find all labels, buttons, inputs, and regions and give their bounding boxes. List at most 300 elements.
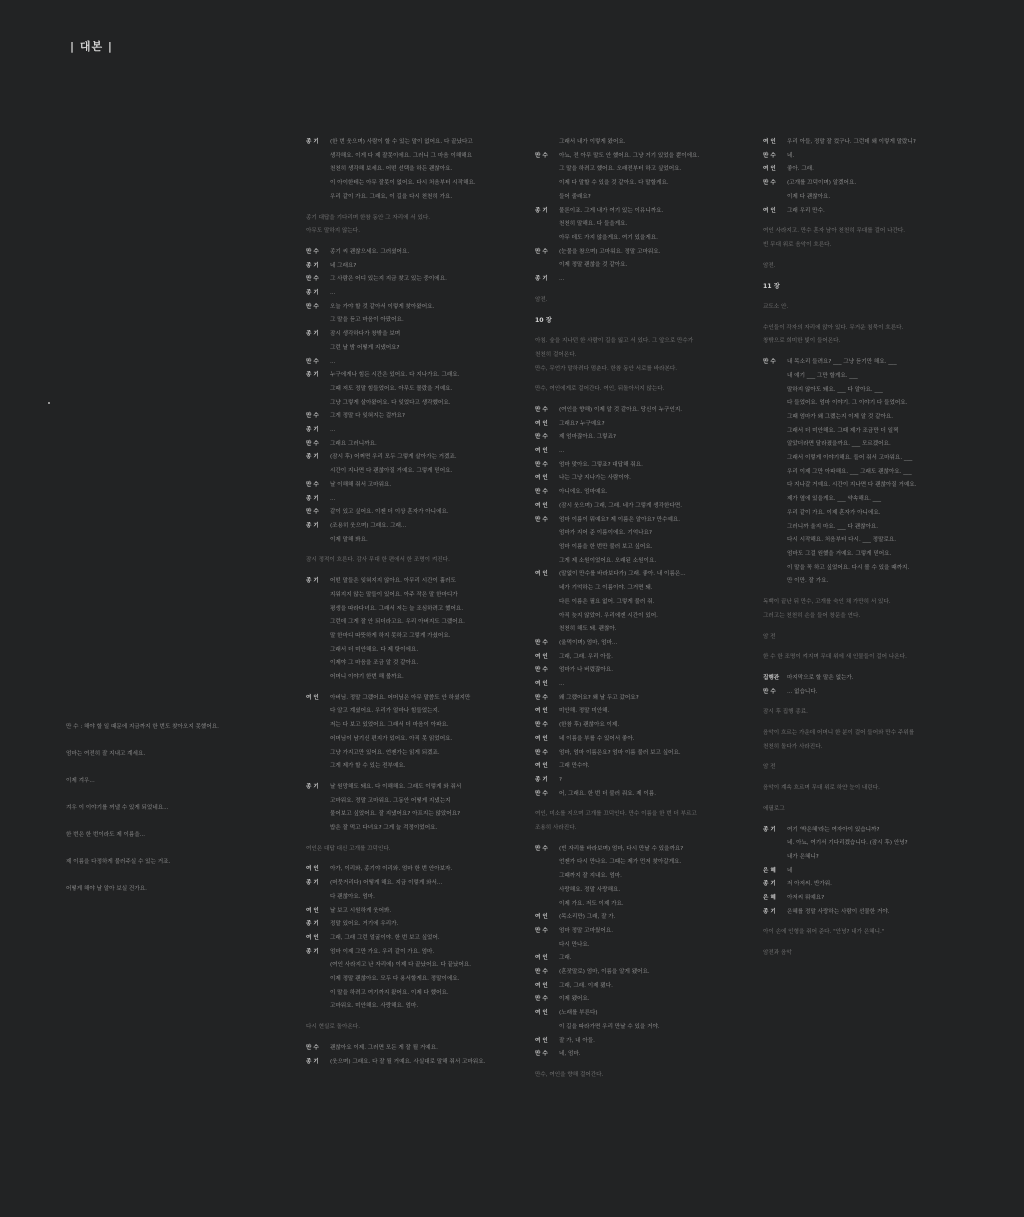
dialogue-text: 네 그래요? [330,262,357,269]
blank-line [763,349,973,356]
dialogue-line [535,527,745,541]
dialogue-line [535,911,745,925]
dialogue-line [306,808,516,822]
stage-direction: 교도소 안. [763,304,789,311]
dialogue-text: 괜찮아요 이제. 그러면 모든 게 잘 될 거예요. [330,1044,438,1051]
dialogue-text: 이제 다 괜찮아요. [787,193,831,200]
dialogue-text: (울먹이며) 엄마, 엄마... [559,639,618,646]
stage-direction: 종기 대답을 기다리며 한참 동안 그 자리에 서 있다. [306,214,431,221]
blank-line [306,205,516,212]
dialogue-line [535,952,745,966]
blank-line [306,547,516,554]
dialogue-text: 우리 이제 그만 아파해요. ___ 그래도 괜찮아요. ___ [787,468,912,475]
sidebar-note: 엄마는 여전히 잘 지내고 계세요. [66,751,146,757]
blank-line [763,644,973,651]
stage-direction: 암전과 음악 [763,950,792,957]
blank-line [763,699,973,706]
speaker-name: 종 기 [306,262,319,269]
dialogue-text: 네. [787,152,795,159]
dialogue-line [306,603,516,617]
stage-direction: 에필로그 [763,805,785,812]
speaker-name: 종 기 [306,331,319,338]
stage-direction: 여인 사라지고. 만수 혼자 남아 천천히 무대를 걸어 나간다. [763,228,906,235]
dialogue-text: 마지막으로 할 말은 없는가. [787,674,854,681]
speaker-name: 만 수 [306,481,319,488]
speaker-name: 여 인 [535,708,548,715]
dialogue-text: 밥은 잘 먹고 다녀요? 그게 늘 걱정이었어요. [330,825,438,832]
speaker-name: 종 기 [306,427,319,434]
dialogue-text: 네가 기억하는 그 이름이야. 그거면 돼. [559,585,653,592]
blank-line [535,836,745,843]
dialogue-line [535,610,745,624]
stage-direction: 천천히 걸어온다. [535,351,577,358]
stage-direction: 암 전 [763,633,776,640]
dialogue-text: 아저씨 뭐예요? [787,895,825,902]
dialogue-text: 지워지지 않는 말들이 있어요. 아주 작은 말 한마디가 [330,591,458,598]
blank-line [763,720,973,727]
dialogue-line [306,959,516,973]
page-label: | 대본 | [70,40,113,53]
speaker-name: 만 수 [535,845,548,852]
stage-direction: 만수, 여인에게로 걸어간다. 여인, 뒤돌아서지 않는다. [535,386,665,393]
speaker-name: 여 인 [535,955,548,962]
dialogue-text: 나는 그냥 지나가는 사람이야. [559,475,631,482]
speaker-name: 여 인 [306,694,319,701]
blank-line [306,1035,516,1042]
dialogue-text: 이 길을 따라가면 우리 만날 수 있을 거야. [559,1023,660,1030]
dialogue-text: 엄마도 그걸 원했을 거예요. 그렇게 믿어요. [787,550,892,557]
blank-line [306,685,516,692]
stage-direction: 다시 현실로 돌아온다. [306,1024,360,1031]
dialogue-line [763,384,973,398]
dialogue-text: 이제 됐어요. [559,996,590,1003]
dialogue-text: 잠시 생각하다가 창밖을 보며 [330,331,401,338]
dialogue-line [306,987,516,1001]
dialogue-text: 네 이름을 부를 수 있어서 좋아. [559,735,635,742]
dialogue-text: 그래 우리 만수. [787,207,825,214]
dialogue-text: 다 지나갈 거예요. 시간이 지나면 다 괜찮아질 거예요. [787,482,917,489]
speaker-name: 만 수 [535,639,548,646]
dialogue-line [535,568,745,582]
speaker-name: 여 인 [535,681,548,688]
dialogue-line [763,837,973,851]
speaker-name: 만 수 [306,1044,319,1051]
dialogue-text: 엄마 이름을 한 번만 불러 보고 싶어요. [559,543,653,550]
dialogue-line [306,191,516,205]
dialogue-text: 그래. [559,955,572,962]
dialogue-line [763,865,973,879]
dialogue-text: (한 번 웃으며) 사람이 할 수 있는 말이 없어요. 다 끝났다고 [330,139,473,145]
dialogue-line [763,411,973,425]
blank-line [306,568,516,575]
dialogue-text: 들어 줄래요? [559,193,591,200]
stage-direction: 천천히 돌다가 사라진다. [763,743,823,750]
dialogue-text: 그게 제 소원이었어요. 오래된 소원이요. [559,557,657,564]
dialogue-text: 평생을 따라다녀요. 그래서 저는 늘 조심하려고 했어요. [330,605,464,612]
speaker-name: 집행관 [763,674,780,681]
dialogue-line [535,445,745,459]
dialogue-line [763,548,973,562]
speaker-name: 은 혜 [763,895,776,902]
dialogue-text: 그래 만수야. [559,763,590,770]
dialogue-line [535,788,745,802]
blank-line [763,294,973,301]
dialogue-line [306,273,516,287]
speaker-name: 만 수 [535,694,548,701]
dialogue-line [535,205,745,219]
dialogue-text: (조용히 웃으며) 그래요. 그래... [330,522,407,529]
sidebar-note: 이제 겨우... [66,778,95,784]
stage-direction: 독백이 끝난 뒤 만수, 고개를 숙인 채 가만히 서 있다. [763,599,891,606]
dialogue-text: 엄마 이름이 뭐예요? 제 이름은 알아요? 만수예요. [559,516,681,523]
blank-line [763,589,973,596]
speaker-name: 종 기 [535,776,548,783]
dialogue-text: 네, 엄마. [559,1051,581,1058]
speaker-name: 종 기 [306,454,319,461]
dialogue-line [535,136,745,150]
dialogue-text: 엄마가 지어 준 이름이에요. 기억나요? [559,530,652,537]
dialogue-text: 우리 아들, 정말 잘 컸구나. 그런데 왜 이렇게 말랐니? [787,139,916,145]
blank-line [763,273,973,280]
dialogue-text: 어, 그래요. 한 번 더 불러 줘요. 제 이름. [559,790,656,797]
stage-direction: 암전. [535,296,548,303]
dialogue-text: (여인 사라지고 난 자리에) 이제 다 끝났어요. 다 끝났어요. [330,962,472,969]
speaker-name: 종 기 [763,908,776,915]
dialogue-text: 날 이해해 줘서 고마워요. [330,481,392,488]
dialogue-text: 고마워요. 정말 고마워요. 그동안 어떻게 지냈는지 [330,797,451,804]
dialogue-text: 언젠가 다시 만나요. 그때는 제가 먼저 찾아갈게요. [559,859,682,866]
dialogue-line [306,356,516,370]
dialogue-line [306,705,516,719]
dialogue-line [306,493,516,507]
dialogue-text: 날 보고 시원하게 웃어봐. [330,907,392,914]
dialogue-line [306,671,516,685]
dialogue-line [306,891,516,905]
speaker-name: 만 수 [535,1051,548,1058]
dialogue-text: 왜 그랬어요? 왜 날 두고 갔어요? [559,694,639,701]
stage-direction: 음악이 계속 흐르며 무대 위로 하얀 눈이 내린다. [763,785,880,792]
dialogue-text: 네. 아뇨, 여기서 기다리겠습니다. (잠시 후) 안녕? [787,840,908,847]
dialogue-text: 이 말을 꼭 하고 싶었어요. 다시 볼 수 있을 때까지. [787,564,910,571]
dialogue-line [535,719,745,733]
dialogue-text: 다 알고 계셨어요. 우리가 얼마나 힘들었는지. [330,708,440,715]
dialogue-line [306,136,516,150]
speaker-name: 만 수 [763,688,776,695]
dialogue-text: 천천히 해도 돼. 괜찮아. [559,626,617,633]
dialogue-text: 그 말을 듣고 마음이 아팠어요. [330,317,404,324]
blank-line [535,801,745,808]
dialogue-line [306,1000,516,1014]
dialogue-line [535,218,745,232]
dialogue-text: 아가, 이리와, 종기야 이리와. 엄마 한 번 안아보자. [330,866,453,873]
speaker-name: 만 수 [535,434,548,441]
dialogue-line [535,760,745,774]
blank-line [763,665,973,672]
speaker-name: 만 수 [306,276,319,283]
blank-line [306,836,516,843]
blank-line [763,940,973,947]
dialogue-text: 그 말을 하려고 했어요. 오래전부터 하고 싶었어요. [559,166,682,173]
dialogue-text: 그때 저도 정말 힘들었어요. 아무도 몰랐을 거예요. [330,385,453,392]
dialogue-text: 그러니까 울지 마요. ___ 다 괜찮아요. [787,523,879,530]
stage-direction: 아침. 숲을 지나던 한 사람이 길을 잃고 서 있다. 그 앞으로 만수가 [535,338,694,345]
dialogue-line [535,966,745,980]
dialogue-text: 다 들었어요. 엄마 이야기. 그 이야기 다 들었어요. [787,400,908,407]
blank-line [763,624,973,631]
dialogue-line [535,246,745,260]
sidebar-note: 제 이름을 다정하게 불러주실 수 있는 거죠. [66,859,171,865]
speaker-name: 여 인 [535,1037,548,1044]
dialogue-text: (여인을 향해) 이제 알 것 같아요. 당신이 누구인지. [559,406,683,413]
speaker-name: 만 수 [306,440,319,447]
dialogue-text: 다른 이름은 필요 없어. 그렇게 불러 줘. [559,598,655,605]
dialogue-text: (빈 자리를 바라보며) 엄마, 다시 만날 수 있을까요? [559,845,684,852]
dialogue-text: 그래서 이렇게 이야기해요. 들어 줘서 고마워요. ___ [787,455,913,462]
speaker-name: 만 수 [306,413,319,420]
speaker-name: 여 인 [306,866,319,873]
speaker-name: 종 기 [306,522,319,529]
dialogue-text: 물어보고 싶었어요. 잘 지냈어요? 아프지는 않았어요? [330,811,461,818]
dialogue-text: ? [559,776,562,783]
dialogue-line [306,733,516,747]
dialogue-text: 그게 정말 다 잊혀지는 걸까요? [330,413,405,420]
blank-line [535,1062,745,1069]
dialogue-text: (웃으며) 그래요. 다 잘 될 거예요. 사실대로 말해 줘서 고마워요. [330,1058,486,1065]
dialogue-line [535,404,745,418]
dialogue-text: ... [559,448,565,455]
dialogue-line [306,246,516,260]
blank-line [535,328,745,335]
dialogue-line [535,596,745,610]
dialogue-line [535,898,745,912]
speaker-name: 만 수 [306,509,319,516]
scene-heading: 11 장 [763,283,780,291]
dialogue-text: 우리 같이 가요. 이제 혼자가 아니에요. [787,509,881,516]
dialogue-text: 그런데 그게 잘 안 되더라고요. 우리 아버지도 그랬어요. [330,619,465,626]
dialogue-text: 그래서 내가 이렇게 왔어요. [559,139,626,145]
speaker-name: 여 인 [763,139,776,145]
dialogue-line [306,657,516,671]
dialogue-text: 이제 말해 봐요. [330,536,368,543]
dialogue-text: 물론이죠. 그게 내가 여기 있는 이유니까요. [559,207,664,214]
stage-direction: 암 전 [763,764,776,771]
dialogue-text: 그때 엄마가 왜 그랬는지 이제 알 것 같아요. [787,413,894,420]
dialogue-text: 아무 데도 가지 않을게요. 여기 있을게요. [559,234,658,241]
dialogue-text: 다시 만나요. [559,941,590,948]
dialogue-line [306,946,516,960]
dialogue-line [306,301,516,315]
dialogue-line [306,534,516,548]
dialogue-text: 다 괜찮아요. 엄마. [330,893,375,900]
dialogue-line [535,191,745,205]
dialogue-line [763,824,973,838]
dialogue-line [306,781,516,795]
dialogue-line [535,514,745,528]
dialogue-line [535,177,745,191]
dialogue-text: 다시 시작해요. 처음부터 다시. ___ 정말로요. [787,537,897,544]
dialogue-line [763,562,973,576]
blank-line [763,775,973,782]
dialogue-text: 아니에요. 엄마예요. [559,489,608,496]
dialogue-text: 이제 정말 괜찮을 것 같아요. [559,262,628,269]
dialogue-line [763,136,973,150]
scene-heading: 10 장 [535,317,552,325]
dialogue-text: 천천히 말해요. 다 들을게요. [559,221,628,228]
dialogue-text: ... [330,427,336,434]
dialogue-line [763,191,973,205]
stage-direction: 그러고는 천천히 손을 들어 창문을 연다. [763,612,861,619]
speaker-name: 종 기 [306,578,319,585]
dialogue-line [535,541,745,555]
dialogue-line [535,664,745,678]
stage-direction: 음악이 흐르는 가운데 어머니 한 분이 걸어 들어와 만수 주위를 [763,730,915,737]
stage-direction: 아이 손에 인형을 쥐어 준다. "안녕? 내가 은혜니." [763,929,885,936]
script-column-3 [763,136,973,961]
dialogue-line [535,418,745,432]
dialogue-line [763,575,973,589]
dialogue-line [763,438,973,452]
dialogue-text: 누구에게나 힘든 시간은 있어요. 다 지나가요. 그래요. [330,372,460,379]
dialogue-line [763,163,973,177]
dialogue-text: 그래, 그래 그런 얼굴이야. 한 번 보고 싶었어. [330,934,440,941]
dialogue-text: ... [330,358,336,365]
dialogue-text: (잠시 후) 어쩌면 우리 모두 그렇게 살아가는 거겠죠. [330,454,457,461]
dialogue-line [535,884,745,898]
speaker-name: 여 인 [535,653,548,660]
dialogue-line [306,163,516,177]
dialogue-text: 내가 은혜니? [787,853,819,860]
dialogue-line [306,747,516,761]
speaker-name: 여 인 [306,907,319,914]
dialogue-line [306,287,516,301]
dialogue-text: 네 [787,867,793,874]
dialogue-text: 엄마, 엄마 이름은요? 엄마 이름 불러 보고 싶어요. [559,749,681,756]
dialogue-line [306,438,516,452]
dialogue-text: 같이 있고 싶어요. 이젠 더 이상 혼자가 아니에요. [330,509,449,516]
dialogue-line [535,259,745,273]
stage-direction: 여인, 미소를 지으며 고개를 끄덕인다. 만수 이름을 한 번 더 부르고 [535,811,697,818]
dialogue-line [306,644,516,658]
blank-line [763,218,973,225]
dialogue-text: 이제 다 말할 수 있을 것 같아요. 다 말할게요. [559,180,669,187]
dialogue-text: ... 없습니다. [787,688,818,695]
dialogue-text: 그게 제가 할 수 있는 전부예요. [330,763,406,770]
dialogue-text: (고개를 끄덕이며) 알겠어요. [787,180,857,187]
speaker-name: 만 수 [535,516,548,523]
dialogue-text: 우리 같이 가요. 그래요, 이 길을 다시 천천히 가요. [330,193,453,200]
blank-line [306,774,516,781]
dialogue-line [306,150,516,164]
dialogue-line [535,500,745,514]
speaker-name: 종 기 [306,495,319,502]
dialogue-text: 저 아저씨. 반가워. [787,881,832,888]
stage-direction: 잠시 후 집행 종료. [763,709,808,716]
dialogue-text: 알았더라면 달라졌을까요. ___ 모르겠어요. [787,441,891,448]
dialogue-line [535,163,745,177]
dialogue-line [535,472,745,486]
dialogue-text: 이제 정말 괜찮아요. 모두 다 용서할게요. 정말이에요. [330,976,460,983]
dialogue-text: 그런 날 밤 어떻게 지냈어요? [330,344,400,351]
speaker-name: 여 인 [535,448,548,455]
dialogue-text: 그냥 그렇게 살아왔어요. 다 잊었다고 생각했어요. [330,399,451,406]
dialogue-line [535,692,745,706]
dialogue-text: 그 사람은 어디 있는지 지금 찾고 있는 중이에요. [330,276,447,283]
blank-line [535,376,745,383]
speaker-name: 만 수 [535,749,548,756]
dialogue-text: 엄마가 나 버렸잖아요. [559,667,613,674]
dialogue-line [535,939,745,953]
dialogue-text: 이제 가요. 저도 이제 가요. [559,900,624,907]
dialogue-line [306,932,516,946]
dialogue-line [306,369,516,383]
dialogue-line [763,425,973,439]
dialogue-line [763,851,973,865]
dialogue-text: 오늘 가야 할 것 같아서 이렇게 찾아왔어요. [330,303,435,310]
dialogue-line [535,870,745,884]
stage-direction: 창밖으로 희미한 빛이 들어온다. [763,338,841,345]
dialogue-line [306,760,516,774]
dialogue-line [535,582,745,596]
dialogue-text: 고마워요. 미안해요. 사랑해요. 엄마. [330,1003,419,1010]
speaker-name: 여 인 [763,166,776,173]
dialogue-line [535,431,745,445]
sidebar-note: 어떻게 해야 날 알아 보실 건가요. [66,886,147,892]
dialogue-line [306,410,516,424]
dialogue-text: 시간이 지나면 다 괜찮아질 거예요. 그렇게 믿어요. [330,468,453,475]
blank-line [535,287,745,294]
dialogue-line [763,521,973,535]
speaker-name: 종 기 [306,783,319,790]
dialogue-line [535,486,745,500]
dialogue-line [306,397,516,411]
blank-line [535,307,745,314]
dialogue-line [535,459,745,473]
speaker-name: 만 수 [763,152,776,159]
dialogue-text: 아버님. 정말 그랬어요. 어머님은 아무 말씀도 안 하셨지만 [330,694,471,701]
blank-line [535,397,745,404]
dialogue-text: 좋아. 그래. [787,166,814,173]
dialogue-text: 어떤 말들은 잊혀지지 않아요. 아무리 시간이 흘러도 [330,578,456,585]
dialogue-line [535,733,745,747]
dialogue-line [535,273,745,287]
dialogue-line [763,466,973,480]
dialogue-line [535,1007,745,1021]
dialogue-line [535,678,745,692]
speaker-name: 만 수 [306,248,319,255]
dialogue-text: 엄마 정말 고마웠어요. [559,927,613,934]
speaker-name: 만 수 [306,358,319,365]
dialogue-line [306,589,516,603]
dialogue-text: 엄마 맞아요. 그렇죠? 대답해 줘요. [559,461,643,468]
speaker-name: 만 수 [535,790,548,797]
dialogue-line [763,150,973,164]
dialogue-line [306,692,516,706]
dialogue-text: ... [330,495,336,502]
blank-line [763,919,973,926]
blank-line [763,315,973,322]
speaker-name: 여 인 [535,1010,548,1017]
blank-line [306,856,516,863]
dialogue-text: (머뭇거리다) 어떻게 해요. 지금 이렇게 와서... [330,880,443,887]
dialogue-line [763,370,973,384]
dialogue-line [535,651,745,665]
stage-direction: 암전. [763,262,776,269]
speaker-name: 종 기 [763,881,776,888]
stage-direction: 만수, 무언가 말하려다 멈춘다. 한참 동안 서로를 바라본다. [535,365,678,372]
dialogue-line [306,575,516,589]
dialogue-line [535,993,745,1007]
stage-direction: 조용히 사라진다. [535,825,577,832]
